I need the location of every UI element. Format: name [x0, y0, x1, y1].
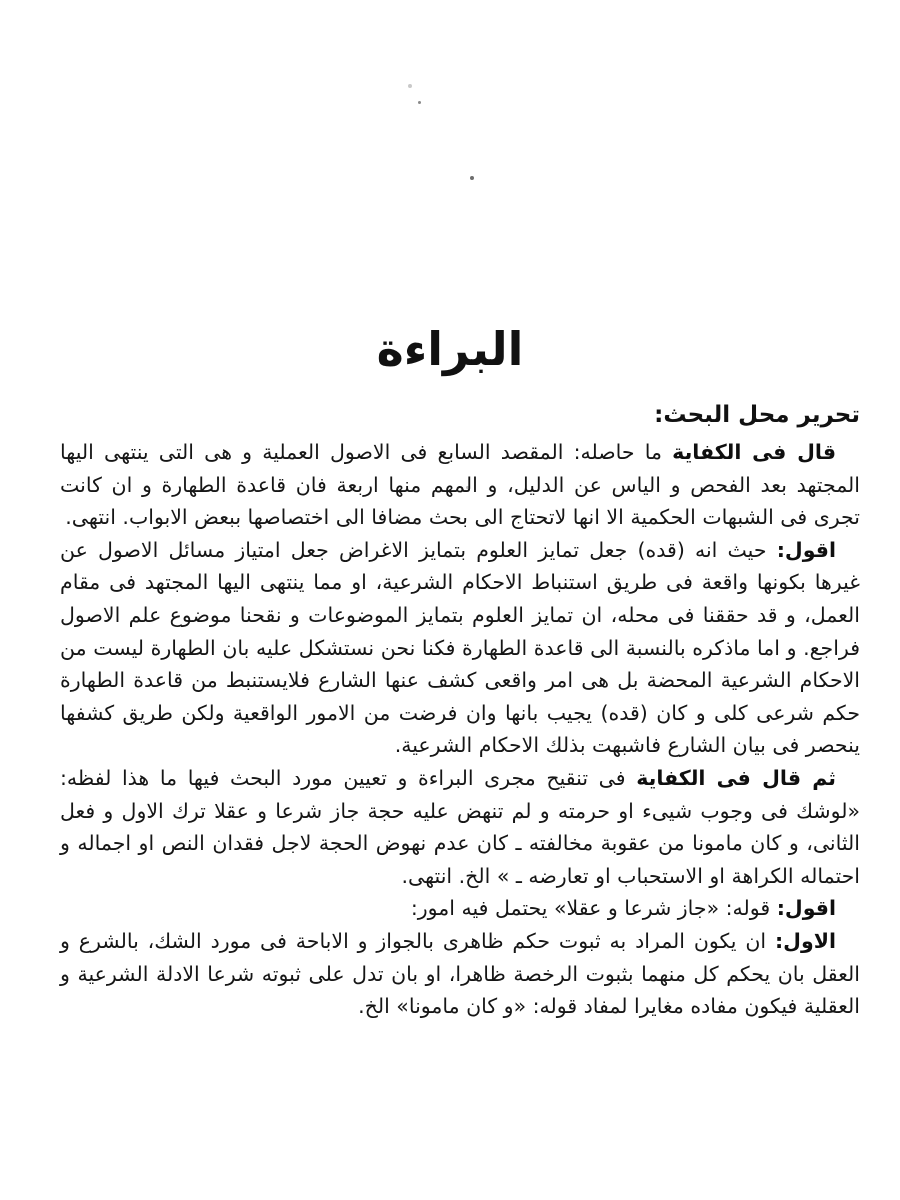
paragraph-2	[60, 534, 860, 762]
paragraph-3	[60, 762, 860, 892]
paragraph-4-text: قوله: «جاز شرعا و عقلا» يحتمل فيه امور:	[410, 896, 777, 921]
paragraph-1-lead: قال فى الكفاية	[672, 440, 836, 464]
section-heading: تحرير محل البحث:	[654, 402, 860, 428]
paragraph-4-lead: اقول:	[776, 896, 836, 921]
paragraph-3-text: فى تنقيح مجرى البراءة و تعيين مورد البحث فيها ما هذا لفظه: «لوشك فى وجوب شيىء او حرمته و لم تنهض عليه حجة جاز شرعا و عقلا ترك الاول و فعل الثانى، و كان مامونا من عقوبة مخالفته ـ كان عدم نهوض الحجة لاجل فقدان النص او اجماله و احتماله الكراهة او الاستحباب او تعارضه ـ » الخ. انتهى.	[60, 765, 860, 888]
paragraph-5	[60, 925, 860, 1023]
paragraph-5-lead: الاول:	[774, 928, 836, 953]
paragraph-2-text: حيث انه (قده) جعل تمايز العلوم بتمايز الاغراض جعل امتياز مسائل الاصول عن غيرها بكونها واقعة فى طريق استنباط الاحكام الشرعية، او مما ينتهى اليها المجتهد فى مقام العمل، و قد حققنا فى محله، ان تمايز العلوم بتمايز الموضوعات و نقحنا موضوع علم الاصول فراجع. و اما ماذكره بالنسبة الى قاعدة الطهارة فكنا نحن نستشكل عليه بان الطهارة ليست من الاحكام الشرعية المحضة بل هى امر واقعى كشف عنها الشارع فلايستنبط من قاعدة الطهارة حكم شرعى كلى و كان (قده) يجيب بانها وان فرضت من الامور الواقعية ولكن طريق كشفها ينحصر فى بيان الشارع فاشبهت بذلك الاحكام الشرعية.	[60, 537, 860, 758]
scan-speck	[470, 176, 474, 180]
page-body	[60, 398, 860, 1023]
scan-speck	[418, 101, 421, 104]
paragraph-1-text: ما حاصله: المقصد السابع فى الاصول العملية و هى التى ينتهى اليها المجتهد بعد الفحص و الياس عن الدليل، و المهم منها اربعة فان قاعدة الطهارة و ان كانت تجرى فى الشبهات الحكمية الا انها لاتحتاج الى بحث مضافا الى اختصاصها ببعض الابواب. انتهى.	[60, 440, 860, 530]
paragraph-3-lead: ثم قال فى الكفاية	[636, 765, 837, 790]
paragraph-2-lead: اقول:	[776, 537, 836, 562]
paragraph-4	[60, 892, 860, 925]
page-title: البراءة	[376, 322, 524, 376]
paragraph-5-text: ان يكون المراد به ثبوت حكم ظاهرى بالجواز و الاباحة فى مورد الشك، بالشرع و العقل بان يحكم كل منهما بثبوت الرخصة ظاهرا، او بان تدل على ثبوته شرعا الادلة الشرعية و العقلية فيكون مفاده مغايرا لمفاد قوله: «و كان مامونا» الخ.	[60, 928, 860, 1019]
scan-speck	[408, 84, 412, 88]
paragraph-1	[60, 436, 860, 534]
